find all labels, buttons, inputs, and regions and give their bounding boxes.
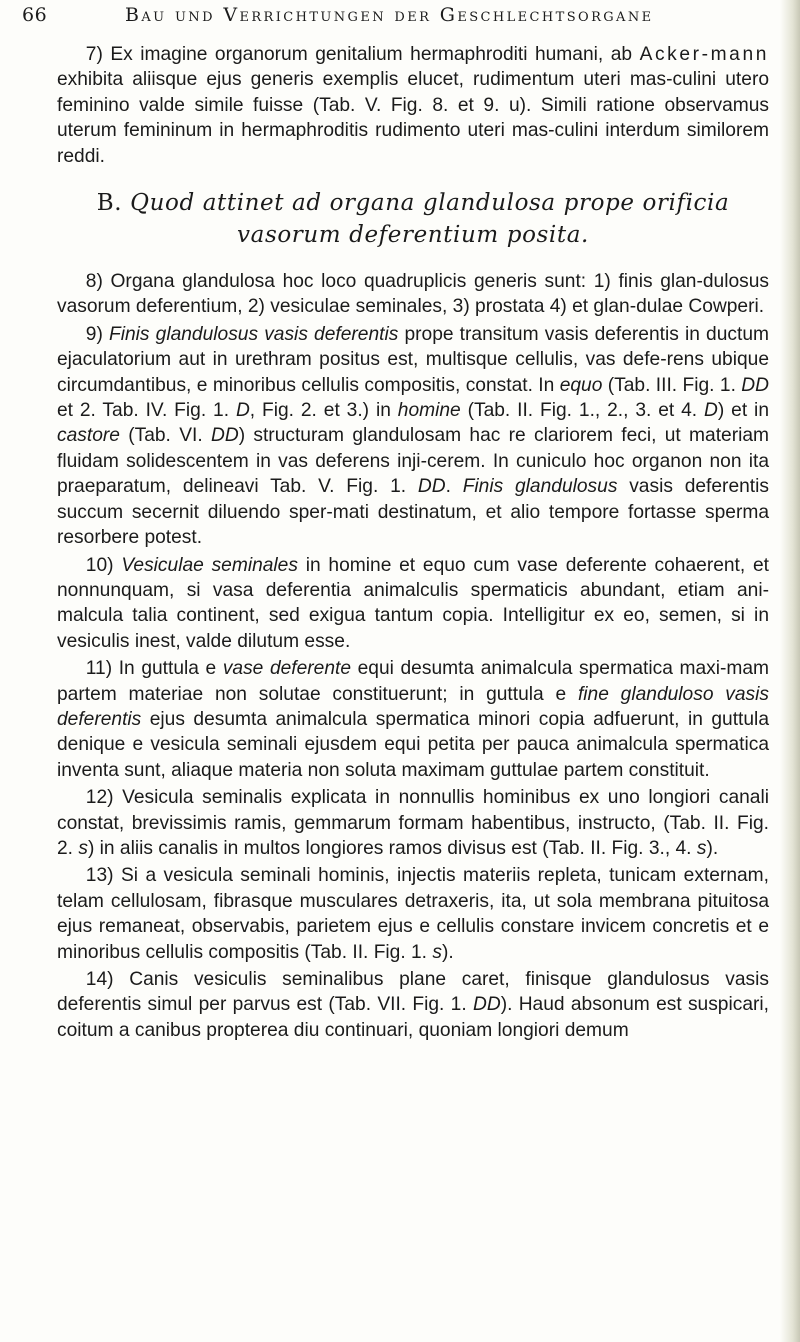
figure-label: D bbox=[704, 400, 718, 422]
section-heading bbox=[57, 187, 769, 251]
section-letter: B. bbox=[96, 190, 123, 217]
paragraph-9 bbox=[57, 322, 769, 551]
paragraph-12 bbox=[57, 785, 769, 861]
paragraph-text: Canis vesiculis seminalibus plane caret, finisque glandulosus vasis deferentis simul per parvus est (Tab. VII. Fig. 1. bbox=[57, 969, 770, 1016]
paragraph-text: (Tab. VI. bbox=[119, 425, 211, 447]
italic-term: Finis glandulosus vasis deferentis bbox=[109, 323, 399, 345]
author-name: Acker-mann bbox=[639, 44, 769, 65]
paragraph-number: 9) bbox=[85, 323, 103, 345]
paragraph-text: Si a vesicula seminali hominis, injectis materiis repleta, tunicam externam, telam cellulosam, fibrasque musculares detraxeris, ita, ut sola membrana pituitosa ejus remaneat, observabis, parietem ejus e cellulis constare invicem concretis et e minoribus cellulis compositis (Tab. II. Fig. 1. bbox=[57, 865, 769, 963]
paragraph-text: Organa glandulosa hoc loco quadruplicis generis sunt: 1) finis glan-dulosus vasorum deferentium, 2) vesiculae seminales, 3) prostata 4) et glan-dulae Cowperi. bbox=[57, 271, 769, 318]
paragraph-14 bbox=[57, 967, 769, 1043]
paragraph-text: (Tab. II. Fig. 1., 2., 3. et 4. bbox=[460, 400, 705, 422]
page-header bbox=[22, 4, 782, 32]
italic-term: vase deferente bbox=[222, 658, 352, 680]
paragraph-text: ). bbox=[441, 941, 454, 963]
paragraph-text: exhibita aliisque ejus generis exemplis elucet, rudimentum uteri mas-culini utero feminino valde simile fuisse (Tab. V. Fig. 8. et 9. u). Simili ratione observamus uterum femininum in hermaphroditis rudimento uteri mas-culini interdum similorem reddi. bbox=[57, 69, 769, 167]
italic-term: Vesiculae seminales bbox=[121, 554, 298, 576]
figure-label: DD bbox=[210, 425, 239, 447]
paragraph-text: ) in aliis canalis in multos longiores ramos divisus est (Tab. II. Fig. 3., 4. bbox=[87, 837, 697, 859]
paragraph-text: et 2. Tab. IV. Fig. 1. bbox=[57, 400, 236, 422]
paragraph-7 bbox=[57, 42, 769, 169]
paragraph-text: ) et in bbox=[717, 400, 769, 422]
section-title-text: Quod attinet ad organa glandulosa prope orificia vasorum deferentium posita. bbox=[130, 190, 730, 249]
paragraph-10 bbox=[57, 553, 769, 655]
paragraph-text: vasis deferentis succum secernit diluendo sper-mati destinatum, et alio tempore fortasse sperma resorbere potest. bbox=[57, 476, 769, 549]
paragraph-text: , Fig. 2. et 3.) in bbox=[249, 400, 398, 422]
paragraph-text: ) structuram glandulosam hac re clariorem feci, ut materiam fluidam solidescentem in vas deferens inji-cerem. In cuniculo hoc organon non ita praeparatum, delineavi Tab. V. Fig. 1. bbox=[57, 425, 770, 498]
page-edge-shadow bbox=[780, 0, 800, 1342]
italic-term: homine bbox=[397, 400, 461, 422]
paragraph-text: . bbox=[445, 476, 463, 498]
paragraph-number: 12) bbox=[85, 787, 114, 809]
paragraph-number: 10) bbox=[85, 554, 114, 576]
italic-term: castore bbox=[57, 425, 120, 447]
paragraph-number: 13) bbox=[85, 865, 114, 887]
paragraph-8 bbox=[57, 269, 769, 320]
paragraph-text: In guttula e bbox=[118, 658, 223, 680]
figure-label: DD bbox=[472, 994, 501, 1016]
paragraph-text: prope transitum vasis deferentis in ductum ejaculatorium aut in urethram positus est, multisque cellulis, vas defe-rens ubique circumdantibus, e minoribus cellulis compositis, constat. In bbox=[57, 323, 769, 396]
paragraph-11 bbox=[57, 656, 769, 783]
figure-label: s bbox=[696, 837, 707, 859]
italic-term: equo bbox=[559, 374, 603, 396]
paragraph-text: Ex imagine organorum genitalium hermaphroditi humani, ab bbox=[110, 44, 640, 65]
figure-label: s bbox=[78, 837, 88, 859]
paragraph-text: ejus desumta animalcula spermatica minori copia adfuerunt, in guttula denique e vesicula seminali ejusdem equi petita per pauca animalcula spermatica inventa sunt, aliaque materia non soluta maximam guttulae partem constituit. bbox=[57, 708, 769, 781]
italic-term: fine glanduloso vasis deferentis bbox=[57, 683, 769, 730]
page-number: 66 bbox=[22, 4, 48, 26]
paragraph-number: 7) bbox=[85, 44, 103, 65]
paragraph-text: in homine et equo cum vase deferente cohaerent, et nonnunquam, si vasa deferentia animalculis spermaticis abundant, etiam ani-malcula talia continent, sed exigua tantum copia. Intelligitur ex eo, semen, si in vesiculis inest, valde dilutum esse. bbox=[57, 554, 769, 652]
figure-label: s bbox=[432, 941, 442, 963]
paragraph-text: ). Haud absonum est suspicari, coitum a canibus propterea diu continuari, quoniam longiori demum bbox=[57, 994, 769, 1041]
paragraph-13 bbox=[57, 863, 769, 965]
paragraph-text: ). bbox=[706, 837, 719, 859]
paragraph-text: (Tab. III. Fig. 1. bbox=[602, 374, 742, 396]
italic-term: Finis glandulosus bbox=[462, 476, 618, 498]
paragraph-text: equi desumta animalcula spermatica maxi-mam partem materiae non solutae constituerunt; in guttula e bbox=[57, 658, 769, 705]
figure-label: DD bbox=[417, 476, 446, 498]
running-title: Bau und Verrichtungen der Geschlechtsorgane bbox=[125, 4, 654, 26]
figure-label: DD bbox=[741, 374, 770, 396]
paragraph-number: 11) bbox=[85, 658, 113, 680]
paragraph-number: 14) bbox=[85, 969, 114, 990]
paragraph-text: Vesicula seminalis explicata in nonnullis hominibus ex uno longiori canali constat, brevissimis ramis, gemmarum formam habentibus, instructo, (Tab. II. Fig. 2. bbox=[57, 787, 769, 859]
paragraph-number: 8) bbox=[85, 271, 103, 293]
main-text bbox=[57, 42, 769, 1043]
figure-label: D bbox=[235, 400, 250, 422]
